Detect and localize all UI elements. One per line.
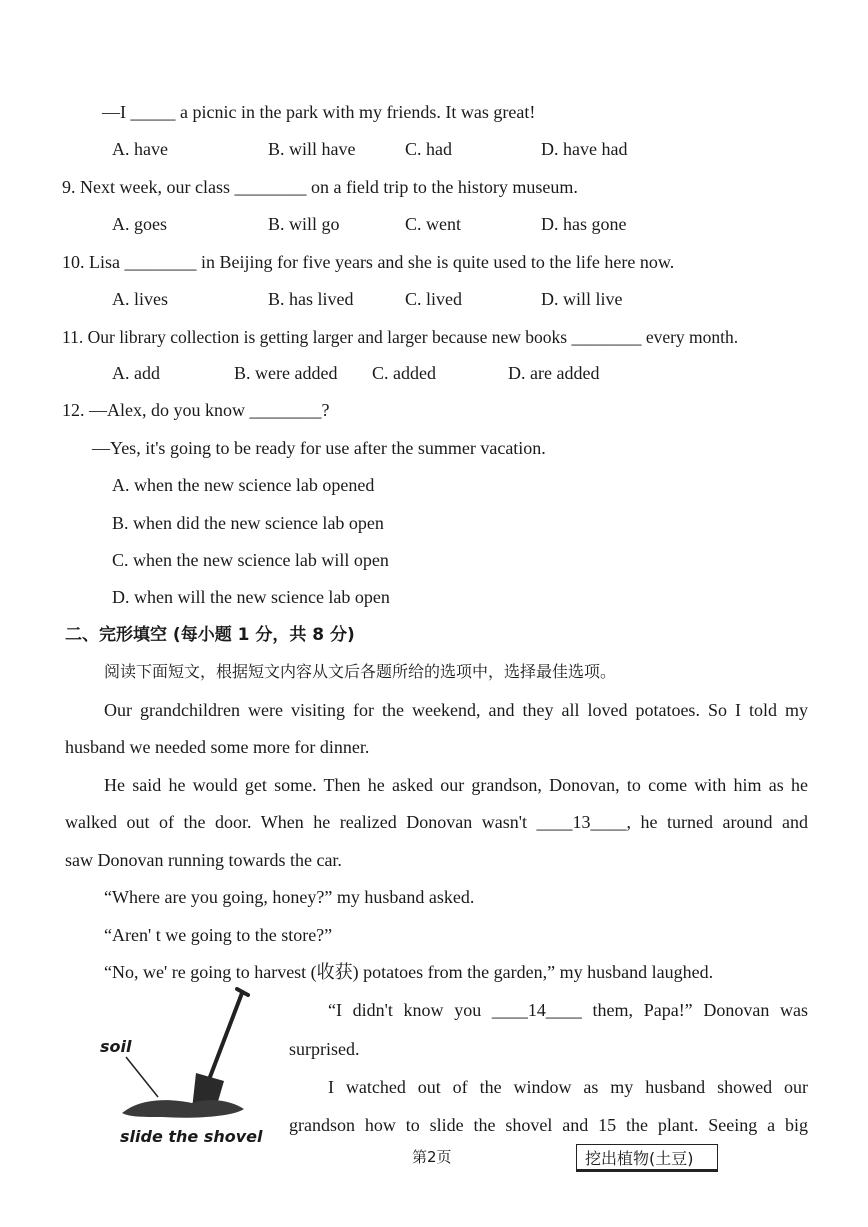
section-instructions: 阅读下面短文，根据短文内容从文后各题所给的选项中，选择最佳选项。 [104, 662, 617, 681]
q11-question: 11. Our library collection is getting larger and larger because new books ________ every month. [62, 327, 739, 347]
q12-option-b: B. when did the new science lab open [112, 513, 384, 533]
q12-question: 12. —Alex, do you know ________? [62, 400, 330, 420]
passage-p2-line2: walked out of the door. When he realized Donovan wasn't ____13____, he turned around and [65, 812, 808, 832]
q9-question: 9. Next week, our class ________ on a field trip to the history museum. [62, 177, 578, 197]
q8-option-b: B. will have [268, 139, 356, 159]
section-heading: 二、完形填空 (每小题 1 分，共 8 分) [65, 625, 355, 645]
page-number: 第2页 [412, 1148, 452, 1166]
q9-option-d: D. has gone [541, 214, 627, 234]
q8-option-a: A. have [112, 139, 168, 159]
q9-option-c: C. went [405, 214, 461, 234]
passage-p3: “Where are you going, honey?” my husband asked. [104, 887, 475, 907]
q10-option-a: A. lives [112, 289, 168, 309]
q10-question: 10. Lisa ________ in Beijing for five years and she is quite used to the life here now. [62, 252, 675, 272]
shovel-illustration [92, 985, 272, 1155]
passage-p7-line1: I watched out of the window as my husband showed our [328, 1077, 808, 1097]
q10-option-d: D. will live [541, 289, 623, 309]
q12-option-d: D. when will the new science lab open [112, 587, 390, 607]
q12-answer-line: —Yes, it's going to be ready for use after the summer vacation. [92, 438, 546, 458]
q9-option-a: A. goes [112, 214, 167, 234]
q12-option-a: A. when the new science lab opened [112, 475, 375, 495]
q11-option-c: C. added [372, 363, 436, 383]
passage-p7-line2: grandson how to slide the shovel and 15 the plant. Seeing a big [289, 1115, 808, 1135]
passage-p5: “No, we' re going to harvest (收获) potatoes from the garden,” my husband laughed. [104, 962, 714, 982]
figure-label-shovel: slide the shovel [120, 1127, 263, 1146]
q10-option-b: B. has lived [268, 289, 354, 309]
passage-p6-line1: “I didn't know you ____14____ them, Papa!” Donovan was [328, 1000, 808, 1020]
q8-option-c: C. had [405, 139, 452, 159]
q9-option-b: B. will go [268, 214, 340, 234]
q8-answer-line: —I _____ a picnic in the park with my friends. It was great! [102, 102, 536, 122]
annotation-box: 挖出植物(土豆) [576, 1144, 718, 1172]
q12-option-c: C. when the new science lab will open [112, 550, 389, 570]
passage-p2-line3: saw Donovan running towards the car. [65, 850, 342, 870]
q10-option-c: C. lived [405, 289, 462, 309]
passage-p1-line1: Our grandchildren were visiting for the weekend, and they all loved potatoes. So I told my [104, 700, 808, 720]
passage-p1-line2: husband we needed some more for dinner. [65, 737, 370, 757]
q11-option-a: A. add [112, 363, 160, 383]
q11-option-d: D. are added [508, 363, 600, 383]
passage-p4: “Aren' t we going to the store?” [104, 925, 333, 945]
figure-label-soil: soil [100, 1037, 132, 1056]
q8-option-d: D. have had [541, 139, 628, 159]
passage-p6-line2: surprised. [289, 1039, 360, 1059]
passage-p2-line1: He said he would get some. Then he asked our grandson, Donovan, to come with him as he [104, 775, 808, 795]
q11-option-b: B. were added [234, 363, 338, 383]
